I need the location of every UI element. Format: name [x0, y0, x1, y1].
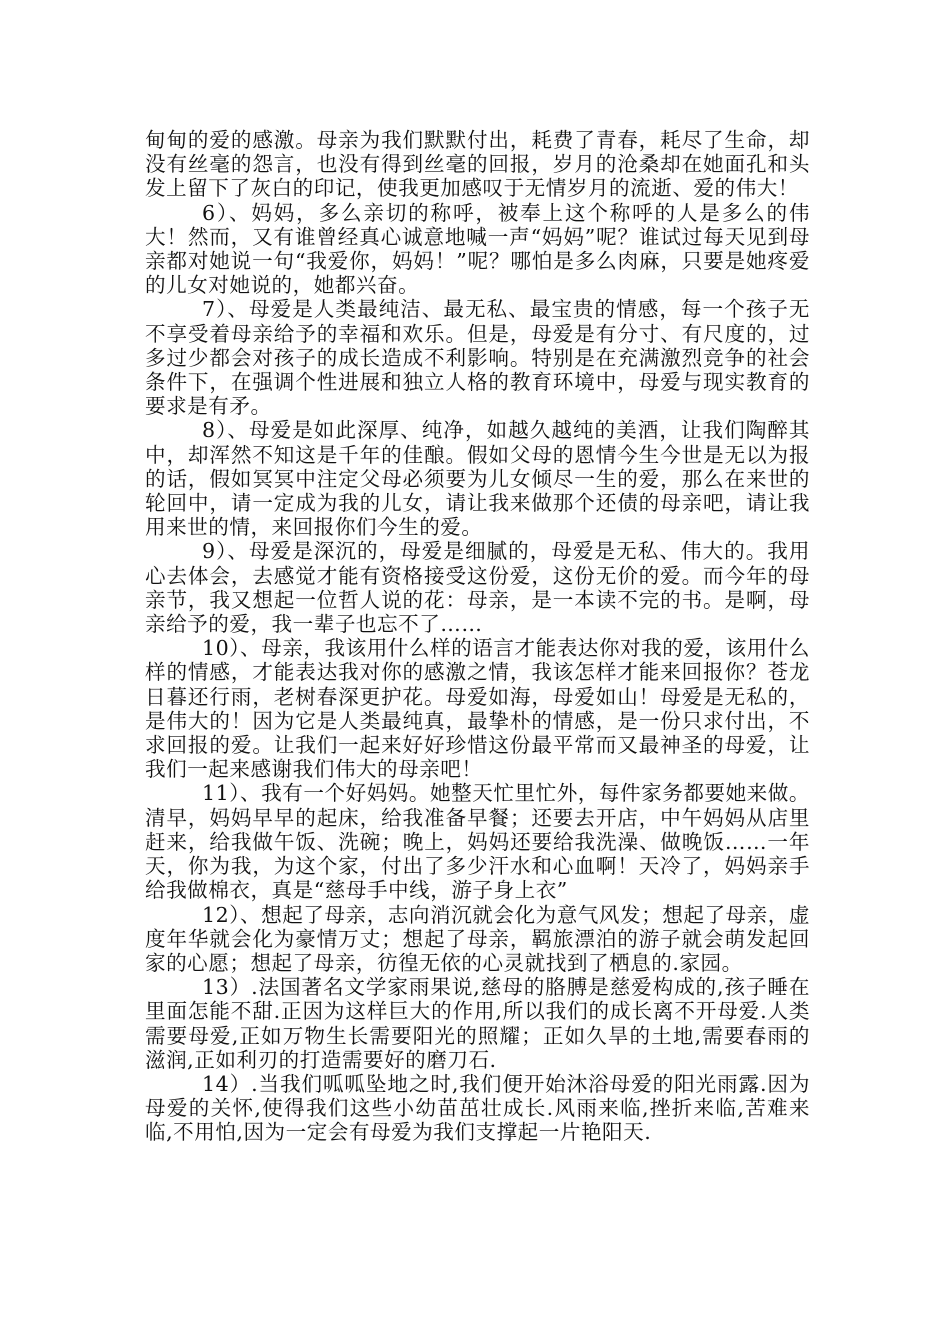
paragraph-6: 6）、妈妈，多么亲切的称呼，被奉上这个称呼的人是多么的伟大！然而，又有谁曾经真心诚意地喊一声“妈妈”呢？谁试过每天见到母亲都对她说一句“我爱你，妈妈！”呢？哪怕是多么肉麻，只要是她疼爱的儿女对她说的，她都兴奋。	[145, 200, 810, 298]
paragraph-9: 9）、母爱是深沉的，母爱是细腻的，母爱是无私、伟大的。我用心去体会，去感觉才能有资格接受这份爱，这份无价的爱。而今年的母亲节，我又想起一位哲人说的花：母亲，是一本读不完的书。是啊，母亲给予的爱，我一辈子也忘不了……	[145, 539, 810, 637]
paragraph-14: 14）.当我们呱呱坠地之时,我们便开始沐浴母爱的阳光雨露.因为母爱的关怀,使得我们这些小幼苗茁壮成长.风雨来临,挫折来临,苦难来临,不用怕,因为一定会有母爱为我们支撑起一片艳阳天.	[145, 1071, 810, 1145]
paragraph-11: 11）、我有一个好妈妈。她整天忙里忙外，每件家务都要她来做。清早，妈妈早早的起床，给我准备早餐；还要去开店，中午妈妈从店里赶来，给我做午饭、洗碗；晚上，妈妈还要给我洗澡、做晚饭……一年天，你为我，为这个家，付出了多少汗水和心血啊！天冷了，妈妈亲手给我做棉衣，真是“慈母手中线，游子身上衣”	[145, 781, 810, 903]
paragraph-continued: 甸甸的爱的感激。母亲为我们默默付出，耗费了青春，耗尽了生命，却没有丝毫的怨言，也没有得到丝毫的回报，岁月的沧桑却在她面孔和头发上留下了灰白的印记，使我更加感叹于无情岁月的流逝、爱的伟大！	[145, 128, 810, 201]
paragraph-7: 7）、母爱是人类最纯洁、最无私、最宝贵的情感，每一个孩子无不享受着母亲给予的幸福和欢乐。但是，母爱是有分寸、有尺度的，过多过少都会对孩子的成长造成不利影响。特别是在充满激烈竞争的社会条件下，在强调个性进展和独立人格的教育环境中，母爱与现实教育的要求是有矛。	[145, 297, 810, 419]
paragraph-12: 12）、想起了母亲，志向消沉就会化为意气风发；想起了母亲，虚度年华就会化为豪情万丈；想起了母亲，羁旅漂泊的游子就会萌发起回家的心愿；想起了母亲，彷徨无依的心灵就找到了栖息的.家园。	[145, 902, 810, 975]
paragraph-8: 8）、母爱是如此深厚、纯净，如越久越纯的美酒，让我们陶醉其中，却浑然不知这是千年的佳酿。假如父母的恩情今生今世是无以为报的话，假如冥冥中注定父母必须要为儿女倾尽一生的爱，那么在来世的轮回中，请一定成为我的儿女，请让我来做那个还债的母亲吧，请让我用来世的情，来回报你们今生的爱。	[145, 418, 810, 540]
paragraph-13: 13）.法国著名文学家雨果说,慈母的胳膊是慈爱构成的,孩子睡在里面怎能不甜.正因为这样巨大的作用,所以我们的成长离不开母爱.人类需要母爱,正如万物生长需要阳光的照耀；正如久旱的土地,需要春雨的滋润,正如利刃的打造需要好的磨刀石.	[145, 975, 810, 1072]
document-body	[145, 128, 810, 1145]
paragraph-10: 10）、母亲，我该用什么样的语言才能表达你对我的爱，该用什么样的情感，才能表达我对你的感激之情，我该怎样才能来回报你？苍龙日暮还行雨，老树春深更护花。母爱如海，母爱如山！母爱是无私的，是伟大的！因为它是人类最纯真，最挚朴的情感，是一份只求付出，不求回报的爱。让我们一起来好好珍惜这份最平常而又最神圣的母爱，让我们一起来感谢我们伟大的母亲吧！	[145, 636, 810, 782]
